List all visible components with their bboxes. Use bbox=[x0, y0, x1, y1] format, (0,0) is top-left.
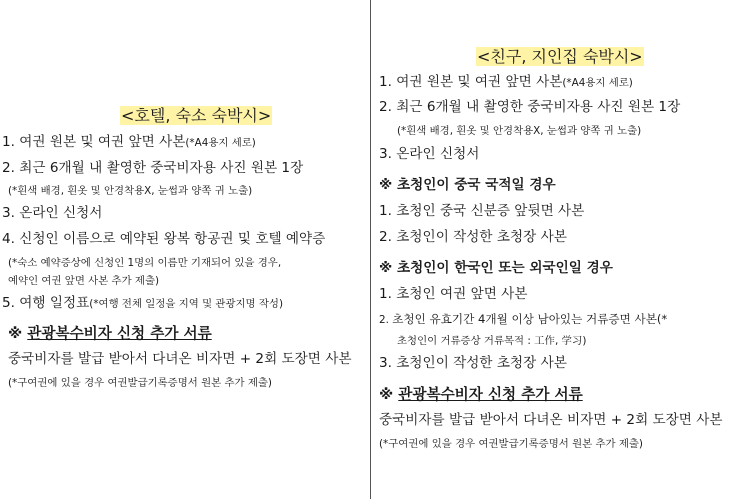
hotel-item-4-note-2: 예약인 여권 앞면 사본 추가 제출) bbox=[8, 275, 160, 287]
friend-item-2: 2. 최근 6개월 내 촬영한 중국비자용 사진 원본 1장 bbox=[379, 99, 681, 115]
hotel-item-4-note-1: (*숙소 예약증상에 신청인 1명의 이름만 기재되어 있을 경우, bbox=[8, 257, 282, 269]
friend-extra-note: (*구여권에 있을 경우 여권발급기록증명서 원본 추가 제출) bbox=[379, 438, 643, 450]
korea-item-2-note: 초청인이 거류증상 거류목적 : 工作, 学习) bbox=[397, 335, 587, 347]
section-korea-title: ※ 초청인이 한국인 또는 외국인일 경우 bbox=[379, 260, 613, 276]
friend-item-1: 1. 여권 원본 및 여권 앞면 사본(*A4용지 세로) bbox=[379, 74, 633, 90]
friend-extra-title: ※ 관광복수비자 신청 추가 서류 bbox=[379, 386, 583, 403]
friend-extra-text: 중국비자를 발급 받아서 다녀온 비자면 + 2회 도장면 사본 bbox=[379, 412, 723, 428]
china-item-2: 2. 초청인이 작성한 초청장 사본 bbox=[379, 229, 567, 245]
china-item-1: 1. 초청인 중국 신분증 앞뒷면 사본 bbox=[379, 203, 585, 219]
hotel-item-3: 3. 온라인 신청서 bbox=[2, 205, 103, 221]
friend-heading: <친구, 지인집 숙박시> bbox=[477, 47, 643, 66]
hotel-extra-text: 중국비자를 발급 받아서 다녀온 비자면 + 2회 도장면 사본 bbox=[8, 351, 352, 367]
section-china-title: ※ 초청인이 중국 국적일 경우 bbox=[379, 177, 556, 193]
hotel-item-5: 5. 여행 일정표(*여행 전체 일정을 지역 및 관광지명 작성) bbox=[2, 295, 283, 311]
korea-item-2: 2. 초청인 유효기간 4개월 이상 남아있는 거류증면 사본(* bbox=[379, 312, 668, 326]
hotel-stay-column bbox=[2, 0, 370, 499]
hotel-item-4: 4. 신청인 이름으로 예약된 왕복 항공권 및 호텔 예약증 bbox=[2, 231, 326, 247]
friend-item-3: 3. 온라인 신청서 bbox=[379, 146, 480, 162]
hotel-item-2: 2. 최근 6개월 내 촬영한 중국비자용 사진 원본 1장 bbox=[2, 160, 304, 176]
column-divider bbox=[370, 0, 371, 499]
hotel-extra-note: (*구여권에 있을 경우 여권발급기록증명서 원본 추가 제출) bbox=[8, 377, 272, 389]
korea-item-3: 3. 초청인이 작성한 초청장 사본 bbox=[379, 355, 567, 371]
hotel-item-2-note: (*흰색 배경, 흰옷 및 안경착용X, 눈썹과 양쪽 귀 노출) bbox=[8, 185, 253, 197]
hotel-extra-title: ※ 관광복수비자 신청 추가 서류 bbox=[8, 325, 212, 342]
friend-item-2-note: (*흰색 배경, 흰옷 및 안경착용X, 눈썹과 양쪽 귀 노출) bbox=[397, 125, 642, 137]
korea-item-1: 1. 초청인 여권 앞면 사본 bbox=[379, 286, 528, 302]
hotel-item-1: 1. 여권 원본 및 여권 앞면 사본(*A4용지 세로) bbox=[2, 134, 256, 150]
hotel-heading: <호텔, 숙소 숙박시> bbox=[121, 106, 272, 125]
friend-stay-column bbox=[373, 0, 741, 499]
